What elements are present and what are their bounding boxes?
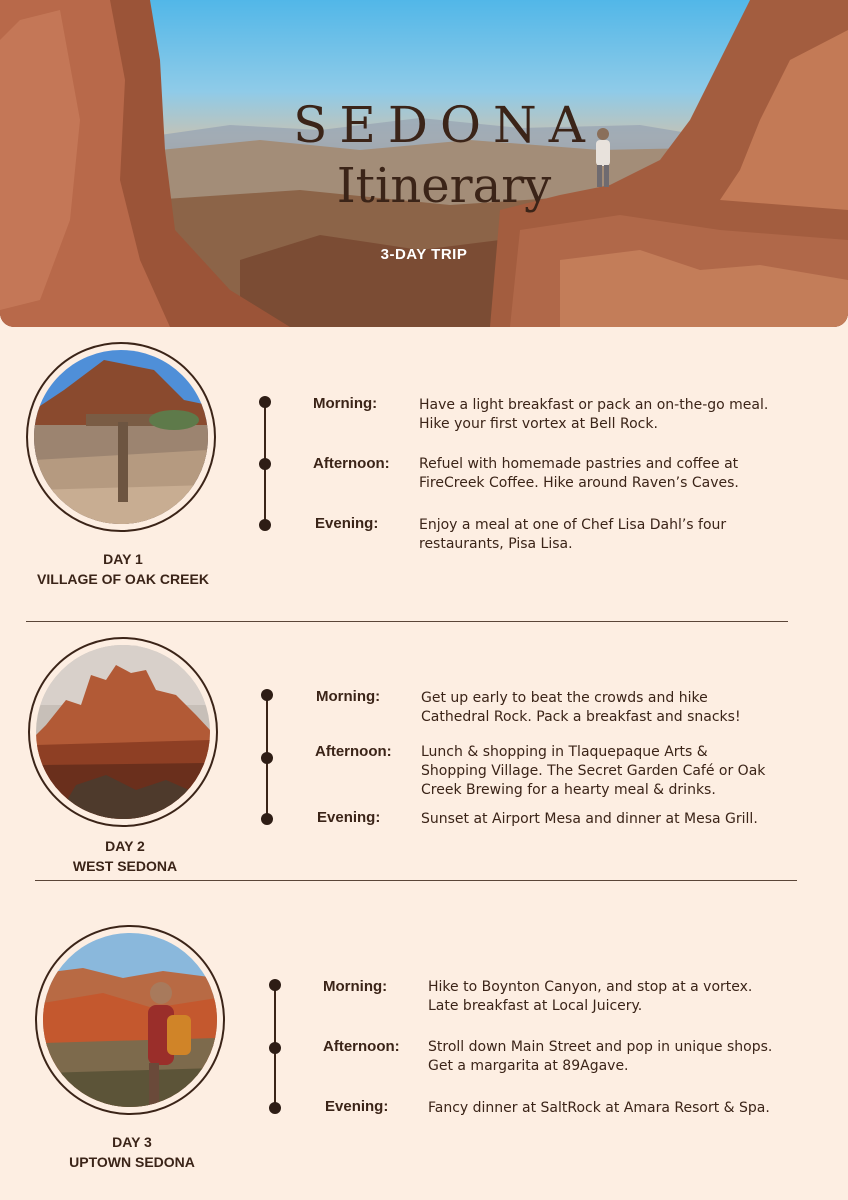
timeline-dot <box>269 1102 281 1114</box>
hero-subtitle: 3-DAY TRIP <box>380 246 468 263</box>
day1-evening-label: Evening: <box>315 515 379 532</box>
day3-morning-label: Morning: <box>323 978 388 995</box>
day3-evening-text: Fancy dinner at SaltRock at Amara Resort & Spa. <box>428 1100 770 1116</box>
day1-morning-text: Have a light breakfast or pack an on-the-go meal. Hike your first vortex at Bell Rock. <box>419 397 769 432</box>
day3-photo <box>35 925 225 1115</box>
day2-area: WEST SEDONA <box>72 858 178 874</box>
timeline-dot <box>259 458 271 470</box>
hiker-canyon-photo-icon <box>43 933 217 1107</box>
day1-photo <box>26 342 216 532</box>
hero-title-sedona: SEDONA <box>293 96 597 154</box>
timeline-dot <box>269 1042 281 1054</box>
day1-area: VILLAGE OF OAK CREEK <box>37 571 209 587</box>
day1-evening-text: Enjoy a meal at one of Chef Lisa Dahl’s four restaurants, Pisa Lisa. <box>419 517 727 552</box>
day3-afternoon-text: Stroll down Main Street and pop in unique shops. Get a margarita at 89Agave. <box>428 1039 773 1074</box>
day2-afternoon-label: Afternoon: <box>315 743 392 760</box>
day1-timeline <box>259 396 271 532</box>
day2-morning-text: Get up early to beat the crowds and hike Cathedral Rock. Pack a breakfast and snacks! <box>421 690 741 725</box>
hero-title-itinerary: Itinerary <box>336 158 552 214</box>
timeline-dot <box>261 813 273 825</box>
trail-sign-photo-icon <box>34 350 208 524</box>
timeline-dot <box>269 979 281 991</box>
day1-label <box>26 549 220 589</box>
day3-number: DAY 3 <box>112 1134 152 1150</box>
day2-timeline <box>261 689 273 826</box>
day3-timeline <box>269 979 281 1115</box>
day2-evening-label: Evening: <box>317 809 381 826</box>
day2-label <box>28 836 222 876</box>
timeline-dot <box>259 396 271 408</box>
day3-morning-text: Hike to Boynton Canyon, and stop at a vortex. Late breakfast at Local Juicery. <box>428 979 753 1014</box>
hero-banner <box>0 0 848 327</box>
day3-label <box>35 1132 229 1172</box>
day2-morning-label: Morning: <box>316 688 381 705</box>
day2-number: DAY 2 <box>105 838 145 854</box>
day3-evening-label: Evening: <box>325 1098 389 1115</box>
day1-afternoon-text: Refuel with homemade pastries and coffee at FireCreek Coffee. Hike around Raven’s Caves. <box>419 456 739 491</box>
day2-evening-text: Sunset at Airport Mesa and dinner at Mesa Grill. <box>421 811 758 827</box>
day2-photo <box>28 637 218 827</box>
day1-afternoon-label: Afternoon: <box>313 455 390 472</box>
timeline-dot <box>259 519 271 531</box>
cathedral-rock-photo-icon <box>36 645 210 819</box>
timeline-dot <box>261 689 273 701</box>
day3-area: UPTOWN SEDONA <box>69 1154 195 1170</box>
section-divider <box>26 621 788 622</box>
day1-number: DAY 1 <box>103 551 143 567</box>
day3-afternoon-label: Afternoon: <box>323 1038 400 1055</box>
section-divider <box>35 880 797 881</box>
day1-morning-label: Morning: <box>313 395 378 412</box>
timeline-dot <box>261 752 273 764</box>
day2-afternoon-text: Lunch & shopping in Tlaquepaque Arts & Shopping Village. The Secret Garden Café or Oak Creek Brewing for a hearty meal & drinks. <box>421 744 766 798</box>
